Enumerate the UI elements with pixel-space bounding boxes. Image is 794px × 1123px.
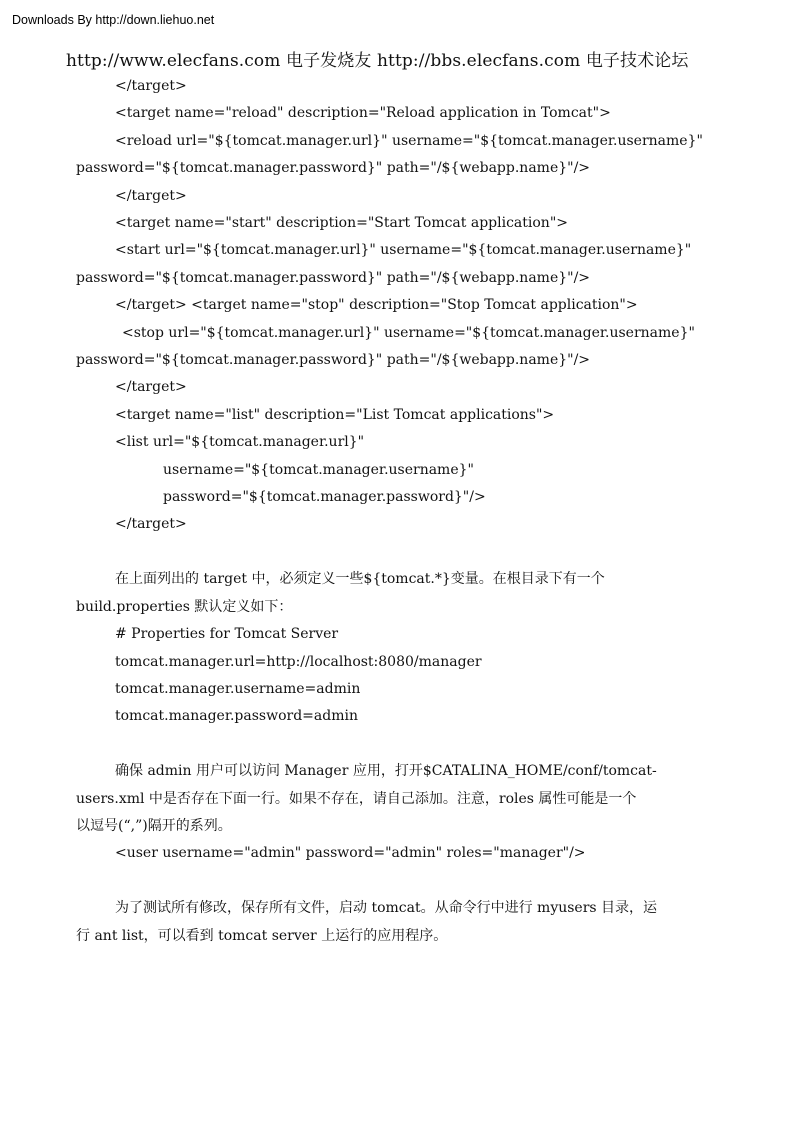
code-line: </target> xyxy=(115,78,187,94)
code-line: password="${tomcat.manager.password}" path="/${webapp.name}"/> xyxy=(76,270,591,286)
code-line: # Properties for Tomcat Server xyxy=(115,626,339,642)
paragraph-line: users.xml 中是否存在下面一行。如果不存在，请自己添加。注意，roles 属性可能是一个 xyxy=(76,791,637,807)
code-line: password="${tomcat.manager.password}" path="/${webapp.name}"/> xyxy=(76,352,591,368)
code-line: <list url="${tomcat.manager.url}" xyxy=(115,434,365,450)
paragraph-line: 确保 admin 用户可以访问 Manager 应用，打开$CATALINA_HOME/conf/tomcat- xyxy=(115,763,657,779)
code-line: <start url="${tomcat.manager.url}" username="${tomcat.manager.username}" xyxy=(115,242,692,258)
page-header: http://www.elecfans.com 电子发烧友 http://bbs.elecfans.com 电子技术论坛 xyxy=(66,51,689,71)
code-line: tomcat.manager.url=http://localhost:8080/manager xyxy=(115,654,482,670)
code-line: tomcat.manager.password=admin xyxy=(115,708,358,724)
code-line: </target> xyxy=(115,188,187,204)
code-line: </target> xyxy=(115,379,187,395)
paragraph-line: 以逗号(“,”)隔开的系列。 xyxy=(76,818,232,834)
paragraph-line: build.properties 默认定义如下： xyxy=(76,599,293,615)
code-line: <stop url="${tomcat.manager.url}" username="${tomcat.manager.username}" xyxy=(122,325,695,341)
paragraph-line: 为了测试所有修改，保存所有文件，启动 tomcat。从命令行中进行 myusers 目录，运 xyxy=(115,900,658,916)
code-line: <target name="reload" description="Reload application in Tomcat"> xyxy=(115,105,611,121)
code-line: <target name="list" description="List Tomcat applications"> xyxy=(115,407,555,423)
code-line: </target> xyxy=(115,516,187,532)
code-line: <target name="start" description="Start Tomcat application"> xyxy=(115,215,568,231)
download-watermark: Downloads By http://down.liehuo.net xyxy=(12,13,215,27)
code-line: tomcat.manager.username=admin xyxy=(115,681,361,697)
code-line: password="${tomcat.manager.password}"/> xyxy=(163,489,486,505)
code-line: username="${tomcat.manager.username}" xyxy=(163,462,474,478)
code-line: <user username="admin" password="admin" roles="manager"/> xyxy=(115,845,586,861)
paragraph-line: 行 ant list，可以看到 tomcat server 上运行的应用程序。 xyxy=(76,928,448,944)
code-line: password="${tomcat.manager.password}" path="/${webapp.name}"/> xyxy=(76,160,591,176)
code-line: <reload url="${tomcat.manager.url}" username="${tomcat.manager.username}" xyxy=(115,133,703,149)
paragraph-line: 在上面列出的 target 中，必须定义一些${tomcat.*}变量。在根目录下有一个 xyxy=(115,571,605,587)
code-line: </target> <target name="stop" description="Stop Tomcat application"> xyxy=(115,297,638,313)
